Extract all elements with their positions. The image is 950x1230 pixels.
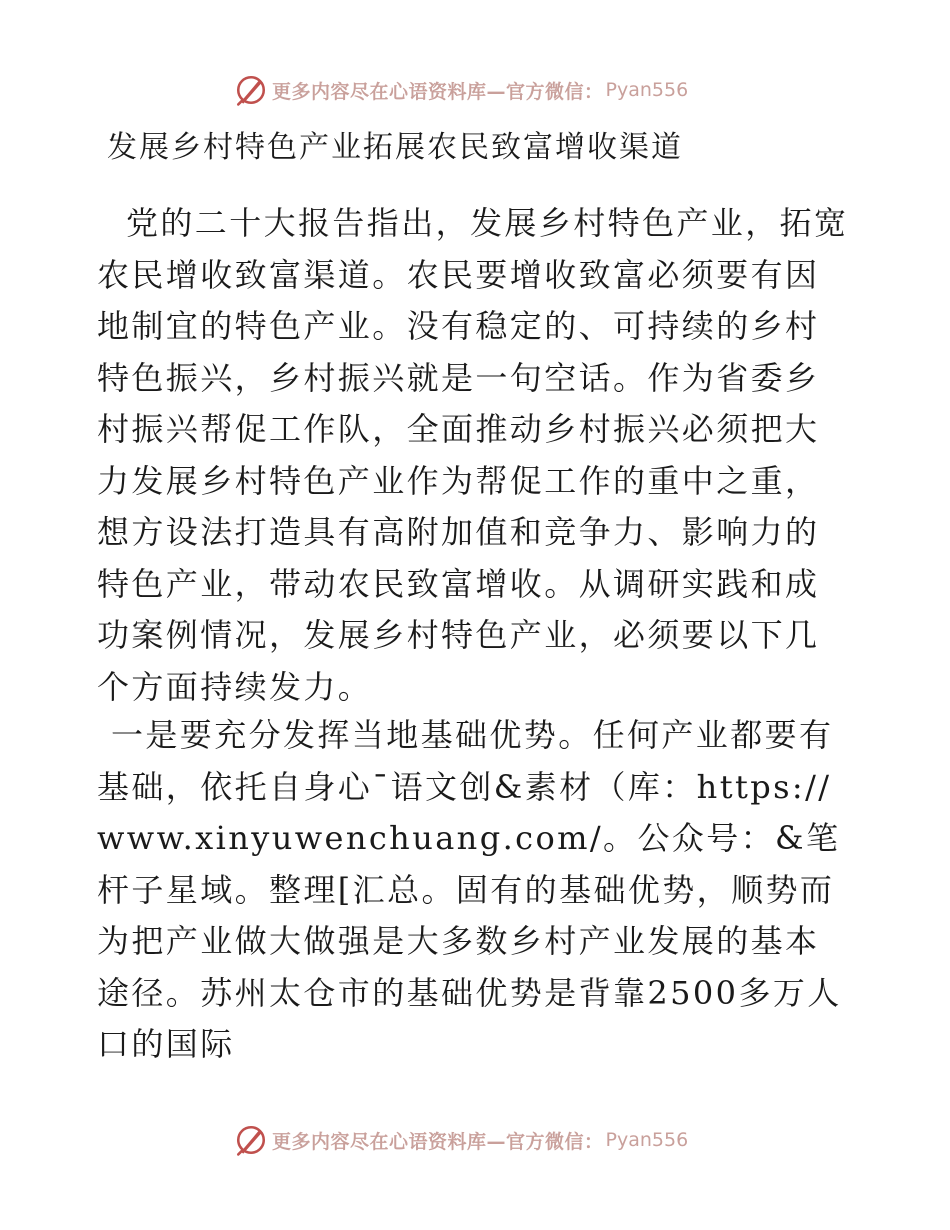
body-paragraph-2: 一是要充分发挥当地基础优势。任何产业都要有基础，依托自身心¯语文创&素材（库：https://www.xinyuwenchuang.com/。公众号：&笔杆子星域。整理[汇总。固有的基础优势，顺势而为把产业做大做强是大多数乡村产业发展的基本途径。苏州太仓市的基础优势是背靠2500多万人口的国际	[97, 716, 842, 1063]
footer-watermark	[234, 1120, 688, 1160]
quill-logo-icon	[234, 73, 268, 107]
header-watermark-text: 更多内容尽在心语资料库—官方微信：	[272, 80, 604, 103]
header-watermark-contact: Pyan556	[605, 79, 689, 101]
body-paragraph-1: 党的二十大报告指出，发展乡村特色产业，拓宽农民增收致富渠道。农民要增收致富必须要有因地制宜的特色产业。没有稳定的、可持续的乡村特色振兴，乡村振兴就是一句空话。作为省委乡村振兴帮促工作队，全面推动乡村振兴必须把大力发展乡村特色产业作为帮促工作的重中之重，想方设法打造具有高附加值和竞争力、影响力的特色产业，带动农民致富增收。从调研实践和成功案例情况，发展乡村特色产业，必须要以下几个方面持续发力。	[97, 204, 849, 706]
quill-logo-icon	[234, 1123, 268, 1157]
footer-watermark-text: 更多内容尽在心语资料库—官方微信：	[272, 1130, 604, 1153]
footer-watermark-contact: Pyan556	[605, 1129, 689, 1151]
document-title: 发展乡村特色产业拓展农民致富增收渠道	[107, 130, 683, 165]
header-watermark	[234, 70, 688, 110]
